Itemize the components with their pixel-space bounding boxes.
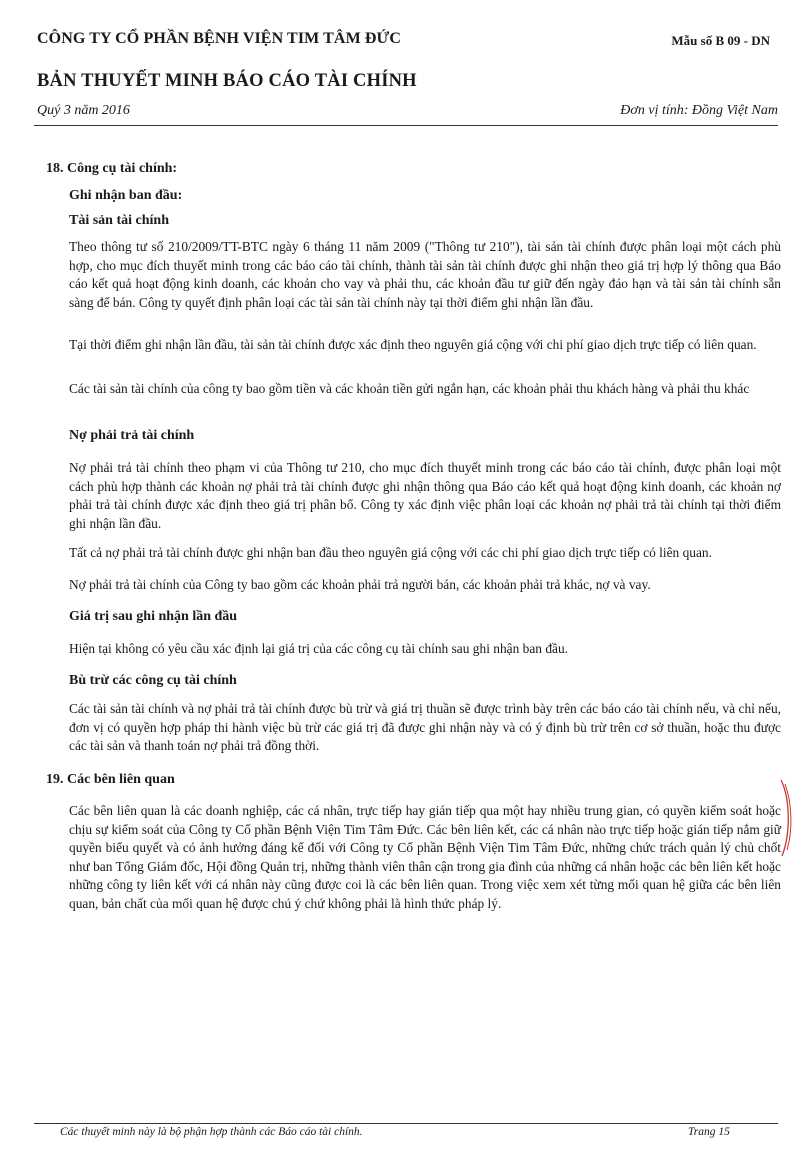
offsetting-heading: Bù trừ các công cụ tài chính (69, 673, 237, 688)
margin-pen-mark (778, 778, 794, 858)
reporting-period: Quý 3 năm 2016 (37, 103, 130, 118)
financial-assets-heading: Tài sản tài chính (69, 213, 169, 228)
company-name: CÔNG TY CỔ PHẦN BỆNH VIỆN TIM TÂM ĐỨC (37, 30, 402, 47)
section-18-heading: 18. Công cụ tài chính: (46, 161, 178, 176)
header-divider (34, 125, 778, 126)
financial-liabilities-heading: Nợ phải trả tài chính (69, 428, 195, 443)
section-19-heading: 19. Các bên liên quan (46, 772, 175, 787)
form-number: Mẫu số B 09 - DN (671, 33, 770, 48)
page-number: Trang 15 (688, 1126, 730, 1138)
financial-liabilities-paragraph-3: Nợ phải trả tài chính của Công ty bao gồm các khoản phải trả người bán, các khoản phải trả khác, nợ và vay. (69, 577, 651, 592)
financial-assets-paragraph-2: Tại thời điểm ghi nhận lần đầu, tài sản tài chính được xác định theo nguyên giá cộng với chi phí giao dịch trực tiếp có liên quan. (69, 337, 757, 352)
subsequent-measurement-paragraph: Hiện tại không có yêu cầu xác định lại giá trị của các công cụ tài chính sau ghi nhận ban đầu. (69, 641, 568, 656)
currency-unit: Đơn vị tính: Đồng Việt Nam (620, 103, 778, 118)
financial-liabilities-paragraph-1: Nợ phải trả tài chính theo phạm vi của Thông tư 210, cho mục đích thuyết minh trong các báo cáo tài chính, được phân loại một cách phù hợp thành các khoản nợ phải trả tài chính được ghi nhận thông qua Báo cáo kết quả hoạt động kinh doanh, các khoản nợ phải trả tài chính được xác định theo giá trị phân bổ. Công ty xác định việc phân loại các khoản nợ phải trả tài chính tại thời điểm ghi nhận lần đầu. (69, 460, 781, 531)
footer-note: Các thuyết minh này là bộ phận hợp thành các Báo cáo tài chính. (60, 1126, 363, 1138)
initial-recognition-heading: Ghi nhận ban đầu: (69, 188, 183, 203)
financial-assets-paragraph-3: Các tài sản tài chính của công ty bao gồm tiền và các khoản tiền gửi ngắn hạn, các khoản phải thu khách hàng và phải thu khác (69, 381, 750, 396)
financial-assets-paragraph-1: Theo thông tư số 210/2009/TT-BTC ngày 6 tháng 11 năm 2009 ("Thông tư 210"), tài sản tài chính được phân loại một cách phù hợp, cho mục đích thuyết minh trong các báo cáo tài chính, thành tài sản tài chính được ghi nhận theo giá trị hợp lý thông qua Báo cáo kết quả hoạt động kinh doanh, các khoản cho vay và phải thu, các khoản đầu tư giữ đến ngày đáo hạn và tài sản tài chính sẵn sàng để bán. Công ty quyết định phân loại các tài sản tài chính này tại thời điểm ghi nhận lần đầu. (69, 239, 781, 310)
offsetting-paragraph: Các tài sản tài chính và nợ phải trả tài chính được bù trừ và giá trị thuần sẽ được trình bày trên các báo cáo tài chính nếu, và chỉ nếu, đơn vị có quyền hợp pháp thi hành việc bù trừ các giá trị đã được ghi nhận này và có ý định bù trừ trên cơ sở thuần, hoặc thu được các tài sản và thanh toán nợ phải trả đồng thời. (69, 701, 781, 753)
footer-divider (34, 1123, 778, 1124)
subsequent-measurement-heading: Giá trị sau ghi nhận lần đầu (69, 609, 238, 624)
document-title: BẢN THUYẾT MINH BÁO CÁO TÀI CHÍNH (37, 71, 417, 91)
financial-liabilities-paragraph-2: Tất cả nợ phải trả tài chính được ghi nhận ban đầu theo nguyên giá cộng với các chi phí giao dịch trực tiếp có liên quan. (69, 545, 712, 560)
related-parties-paragraph: Các bên liên quan là các doanh nghiệp, các cá nhân, trực tiếp hay gián tiếp qua một hay nhiều trung gian, có quyền kiểm soát hoặc chịu sự kiểm soát của Công ty Cổ phần Bệnh Viện Tim Tâm Đức. Các bên liên kết, các cá nhân nào trực tiếp hoặc gián tiếp nắm giữ quyền biểu quyết và có ảnh hưởng đáng kể đối với Công ty Cổ phần Bệnh Viện Tim Tâm Đức, những chức trách quản lý chủ chốt như ban Tổng Giám đốc, Hội đồng Quản trị, những thành viên thân cận trong gia đình của những cá nhân hoặc các bên liên kết hoặc những công ty liên kết với cá nhân này cũng được coi là các bên liên quan. Trong việc xem xét từng mối quan hệ giữa các bên liên quan, bản chất của mối quan hệ được chú ý chứ không phải là hình thức pháp lý. (69, 803, 781, 911)
